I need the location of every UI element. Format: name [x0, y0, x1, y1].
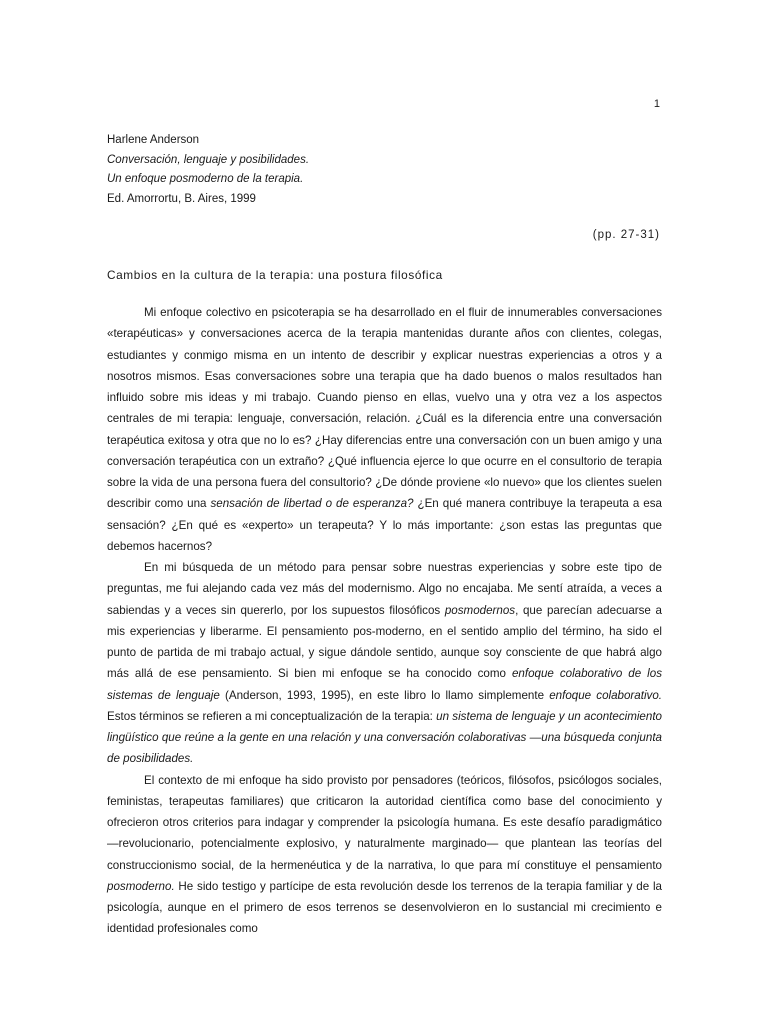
- emphasis-segment: enfoque colaborativo de los sistemas de lenguaje: [107, 667, 662, 702]
- book-subtitle: Un enfoque posmoderno de la terapia.: [107, 173, 304, 185]
- body-text: [107, 302, 662, 940]
- publisher-info: Ed. Amorrortu, B. Aires, 1999: [107, 192, 256, 205]
- emphasis-segment: posmoderno.: [107, 879, 175, 893]
- text-segment: Mi enfoque colectivo en psicoterapia se ha desarrollado en el fluir de innumerables conversaciones «terapéuticas» y conversaciones acerca de la terapia mantenidas durante años con clientes, colegas, estudiantes y conmigo misma en un intento de describir y explicar nuestras experiencias a otros y a nosotros mismos. Esas conversaciones sobre una terapia que ha dado buenos o malos resultados han influido sobre mis ideas y mi trabajo. Cuando pienso en ellas, vuelvo una y otra vez a los aspectos centrales de mi terapia: lenguaje, conversación, relación. ¿Cuál es la diferencia entre una conversación terapéutica exitosa y otra que no lo es? ¿Hay diferencias entre una conversación con un buen amigo y una conversación terapéutica con un extraño? ¿Qué influencia ejerce lo que ocurre en el consultorio de terapia sobre la vida de una persona fuera del consultorio? ¿De dónde proviene «lo nuevo» que los clientes suelen describir como una: [107, 306, 662, 511]
- text-segment: ¿En qué manera contribuye la terapeuta a esa sensación? ¿En qué es «experto» un terapeuta? Y lo más importante: ¿son estas las preguntas que debemos hacernos?: [107, 497, 662, 553]
- emphasis-segment: posmodernos: [444, 603, 516, 617]
- paragraph-1: [107, 302, 662, 557]
- text-segment: Estos términos se refieren a mi conceptualización de la terapia:: [107, 709, 437, 723]
- emphasis-segment: sensación de libertad o de esperanza?: [210, 497, 414, 511]
- emphasis-segment: enfoque colaborativo.: [549, 688, 663, 702]
- bibliographic-header: [107, 131, 662, 209]
- text-segment: , que parecían adecuarse a mis experiencias y liberarme. El pensamiento pos-moderno, en el sentido amplio del término, ha sido el punto de partida de mi trabajo actual, y sigue dándole sentido, aunque soy consciente de que habrá algo más allá de ese pensamiento. Si bien mi enfoque se ha conocido como: [107, 603, 662, 681]
- text-segment: He sido testigo y partícipe de esta revolución desde los terrenos de la terapia familiar y de la psicología, aunque en el primero de esos terrenos se desenvolvieron en lo sustancial mi crecimiento e identidad profesionales como: [107, 879, 662, 936]
- pages-reference: (pp. 27-31): [592, 229, 660, 241]
- section-title: Cambios en la cultura de la terapia: una postura filosófica: [107, 268, 443, 282]
- emphasis-segment: un sistema de lenguaje y un acontecimiento lingüístico que reúne a la gente en una relación y una conversación colaborativas —una búsqueda conjunta de posibilidades.: [107, 709, 663, 766]
- book-title: Conversación, lenguaje y posibilidades.: [107, 153, 310, 166]
- author-name: Harlene Anderson: [107, 134, 200, 146]
- paragraph-3: [107, 770, 662, 940]
- text-segment: En mi búsqueda de un método para pensar sobre nuestras experiencias y sobre este tipo de preguntas, me fui alejando cada vez más del modernismo. Algo no encajaba. Me sentí atraída, a veces a sabiendas y a veces sin quererlo, por los supuestos filosóficos: [107, 561, 662, 617]
- text-segment: (Anderson, 1993, 1995), en este libro lo llamo simplemente: [219, 688, 550, 702]
- paragraph-2: [107, 557, 662, 770]
- page-number: 1: [653, 98, 660, 110]
- text-segment: El contexto de mi enfoque ha sido provisto por pensadores (teóricos, filósofos, psicólogos sociales, feministas, terapeutas familiares) que criticaron la autoridad científica como base del conocimiento y ofrecieron otros criterios para indagar y comprender la psicología humana. Es este desafío paradigmático —revolucionario, potencialmente explosivo, y naturalmente marginado— que plantean las teorías del construccionismo social, de la hermenéutica y de la narrativa, lo que para mí constituye el pensamiento: [107, 773, 662, 872]
